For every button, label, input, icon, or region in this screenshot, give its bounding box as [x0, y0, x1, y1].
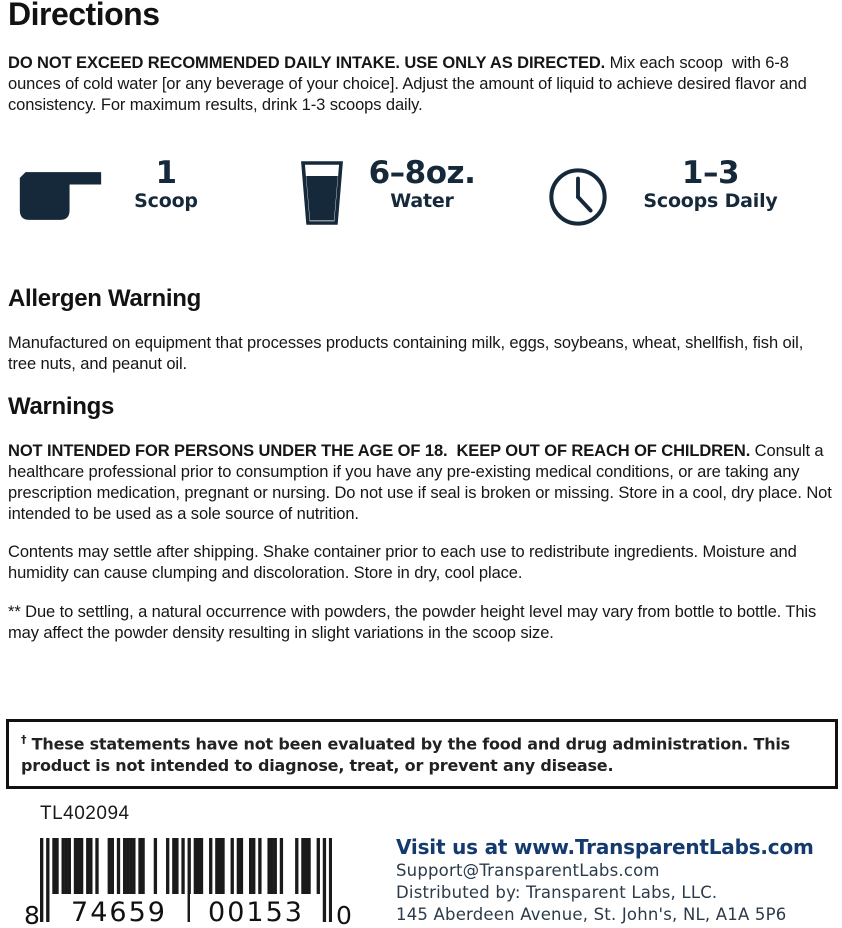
allergen-title: Allergen Warning: [8, 285, 201, 312]
support-email: Support@TransparentLabs.com: [396, 861, 660, 880]
directions-bold-intro: DO NOT EXCEED RECOMMENDED DAILY INTAKE. USE ONLY AS DIRECTED.: [8, 53, 606, 72]
step-frequency-value: 1–3: [681, 155, 740, 191]
distributor: Distributed by: Transparent Labs, LLC.: [396, 883, 718, 902]
warnings-body: Consult a healthcare professional prior to consumption if you have any pre-existing medical conditions, or are taking any prescription medication, pregnant or nursing. Do not use if seal is broken or missing. Store in a cool, dry place. Not intended to be used as a sole source of nutrition.: [8, 441, 837, 523]
dagger-symbol: †: [21, 733, 27, 746]
allergen-text: Manufactured on equipment that processes products containing milk, eggs, soybeans, wheat, shellfish, fish oil, tree nuts, and peanut oil.: [8, 333, 808, 373]
contact-block: [396, 834, 836, 926]
warnings-text: [8, 441, 837, 525]
barcode-digit-left: 8: [24, 901, 40, 928]
scoop-icon: [16, 170, 104, 227]
step-water: [356, 157, 488, 213]
step-water-value: 6–8oz.: [368, 155, 476, 191]
water-glass-icon: [300, 161, 344, 230]
step-scoop-value: 1: [155, 155, 177, 191]
step-frequency-label: Scoops Daily: [643, 190, 778, 212]
step-scoop: [110, 157, 222, 213]
sku-code: TL402094: [40, 803, 130, 824]
directions-body: Mix each scoop with 6-8 ounces of cold water [or any beverage of your choice]. Adjust the amount of liquid to achieve desired flavor and consistency. For maximum results, drink 1-3 scoops daily.: [8, 53, 812, 114]
fda-disclaimer-text: These statements have not been evaluated by the food and drug administration. This product is not intended to diagnose, treat, or prevent any disease.: [21, 734, 796, 776]
upc-barcode: [24, 838, 352, 928]
step-water-label: Water: [390, 190, 454, 212]
clock-icon: [547, 166, 609, 233]
distributor-address: 145 Aberdeen Avenue, St. John's, NL, A1A 5P6: [396, 905, 787, 924]
step-frequency: [628, 157, 793, 213]
settling-shipping-text: Contents may settle after shipping. Shake container prior to each use to redistribute ingredients. Moisture and humidity can cause clumping and discoloration. Store in dry, cool place.: [8, 542, 802, 582]
warnings-bold-intro: NOT INTENDED FOR PERSONS UNDER THE AGE OF 18. KEEP OUT OF REACH OF CHILDREN.: [8, 441, 751, 460]
warnings-title: Warnings: [8, 393, 115, 420]
directions-text: [8, 53, 832, 116]
visit-url: Visit us at www.TransparentLabs.com: [396, 835, 814, 859]
fda-disclaimer-box: [6, 719, 838, 789]
barcode-digits-group2: 00153: [190, 894, 322, 928]
step-scoop-label: Scoop: [134, 190, 198, 212]
barcode-digit-right: 0: [336, 901, 352, 928]
barcode-digits-group1: 74659: [53, 894, 185, 928]
settling-note-text: ** Due to settling, a natural occurrence with powders, the powder height level may vary from bottle to bottle. This may affect the powder density resulting in slight variations in the scoop size.: [8, 602, 821, 642]
directions-title: Directions: [8, 0, 160, 32]
